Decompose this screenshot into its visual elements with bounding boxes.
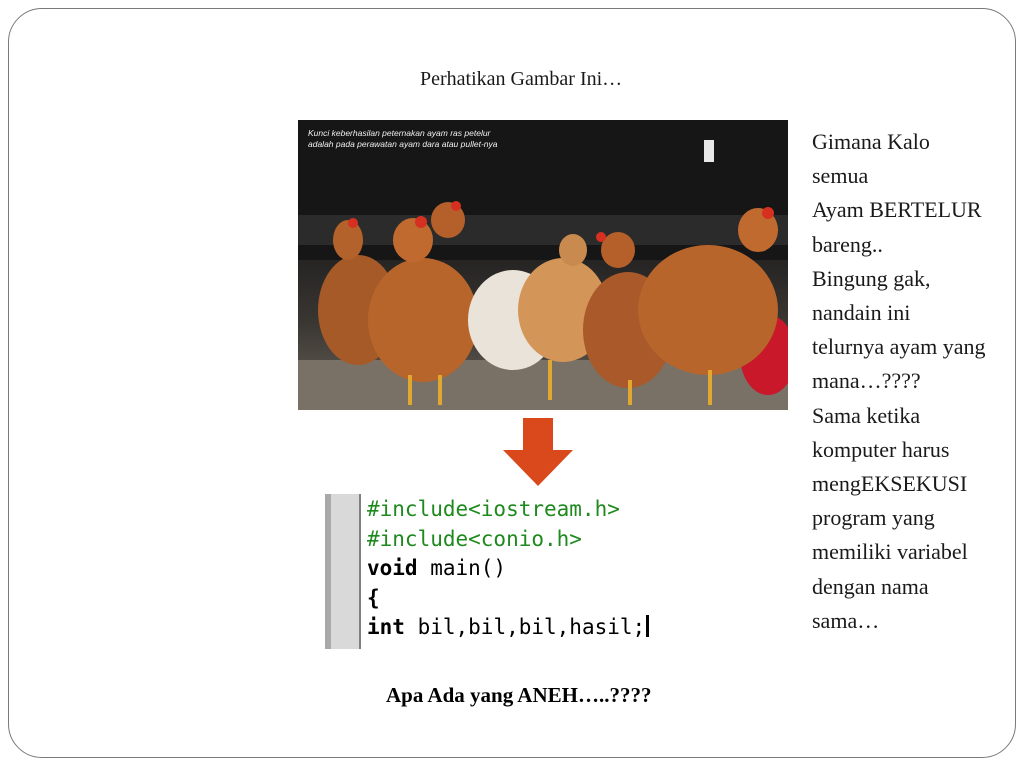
side-text-line: bareng.. — [812, 231, 883, 257]
code-snippet — [325, 494, 697, 649]
bottom-question: Apa Ada yang ANEH…..???? — [386, 683, 652, 707]
side-text-line: telurnya ayam yang — [812, 334, 986, 360]
code-text: bil,bil,bil,hasil; — [404, 615, 646, 639]
code-line: { — [367, 585, 380, 610]
chicken-photo — [298, 120, 788, 410]
side-text-line: program yang — [812, 505, 935, 531]
side-text-line: Ayam BERTELUR — [812, 197, 982, 223]
side-text-line: Bingung gak, — [812, 265, 931, 291]
down-arrow-icon — [503, 418, 573, 488]
code-gutter — [325, 494, 361, 649]
side-text — [812, 125, 986, 638]
code-line — [367, 554, 649, 584]
text-cursor — [646, 615, 649, 637]
photo-caption-line: adalah pada perawatan ayam dara atau pullet-nya — [308, 139, 498, 149]
code-lines — [367, 495, 649, 643]
code-text: main() — [417, 556, 507, 580]
side-text-line: memiliki variabel — [812, 539, 968, 565]
code-keyword: int — [367, 615, 405, 639]
chicken-illustration — [298, 120, 788, 410]
code-line: #include<iostream.h> — [367, 497, 620, 521]
code-line — [367, 613, 649, 643]
side-text-line: semua — [812, 163, 869, 189]
photo-caption — [308, 128, 528, 150]
side-text-line: nandain ini — [812, 300, 911, 326]
side-text-line: Gimana Kalo — [812, 129, 930, 154]
side-text-line: Sama ketika — [812, 402, 921, 428]
code-line: #include<conio.h> — [367, 526, 582, 551]
slide-title: Perhatikan Gambar Ini… — [420, 68, 623, 90]
side-text-line: sama… — [812, 607, 880, 633]
side-text-line: mana…???? — [812, 368, 921, 394]
photo-caption-line: Kunci keberhasilan peternakan ayam ras petelur — [308, 128, 491, 138]
side-text-line: dengan nama — [812, 573, 929, 599]
side-text-line: komputer harus — [812, 436, 950, 462]
code-keyword: void — [367, 556, 418, 580]
side-text-line: mengEKSEKUSI — [812, 471, 968, 497]
